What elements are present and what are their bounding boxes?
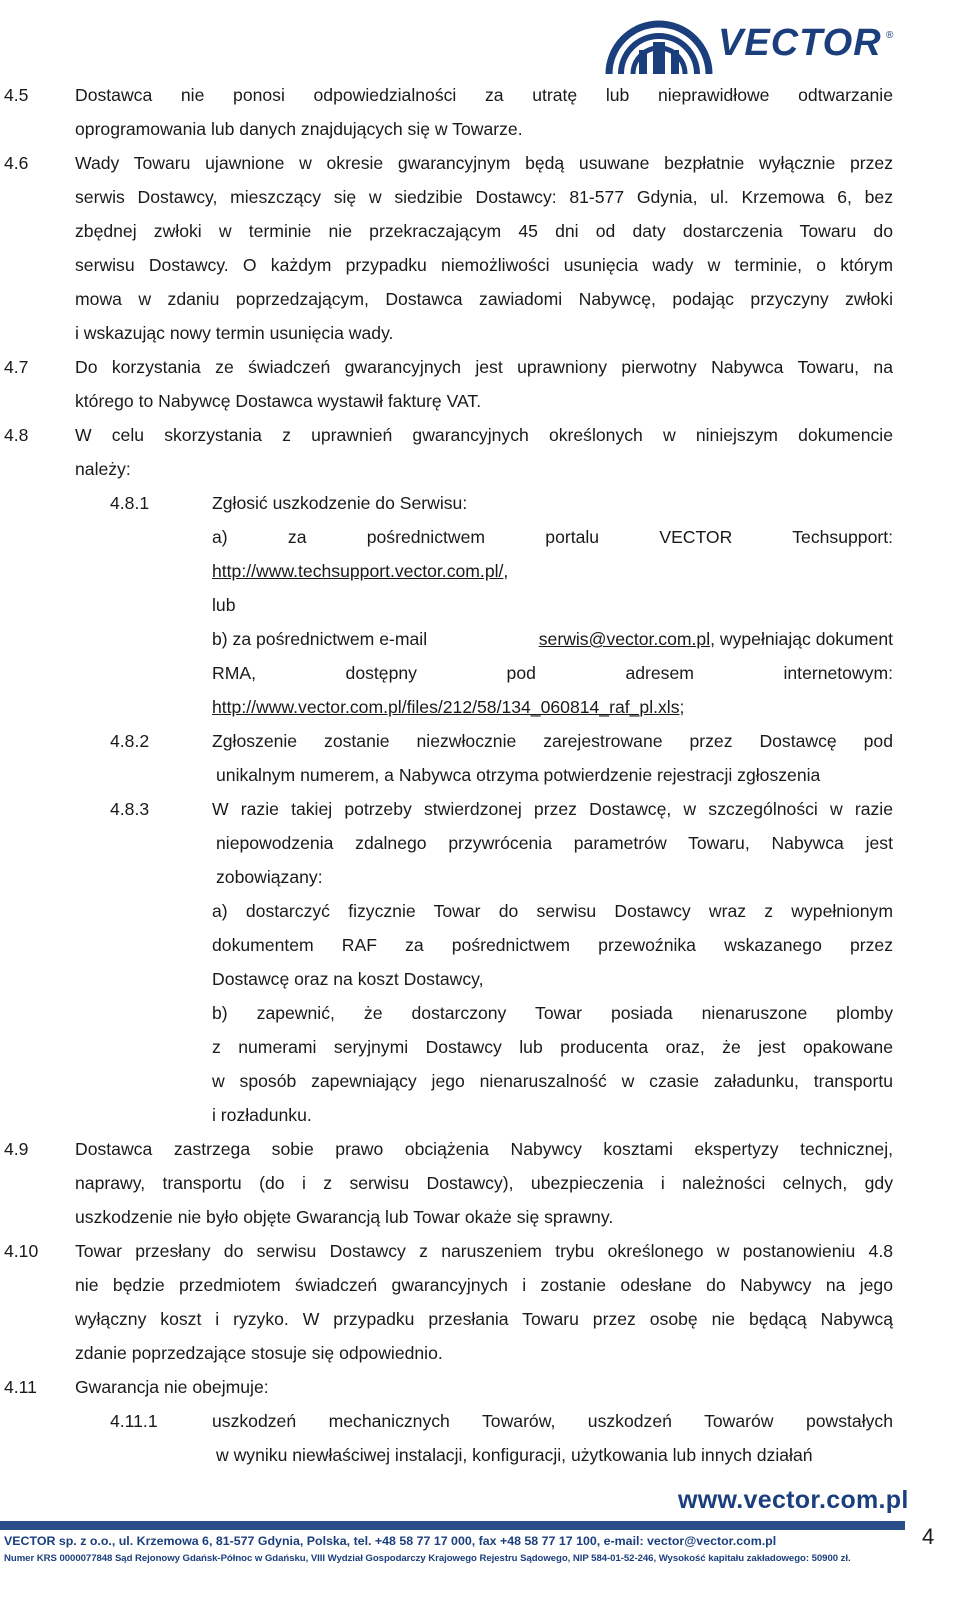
email-link[interactable]: serwis@vector.com.pl [538,629,711,649]
section-number: 4.7 [4,357,29,377]
section-number: 4.11 [4,1377,37,1397]
subsection-number: 4.8.3 [110,799,150,819]
paragraph-line: oprogramowania lub danych znajdujących się w Towarze. [75,119,523,139]
paragraph-line: a) dostarczyć fizycznie Towar do serwisu Dostawcy wraz z wypełnionym [212,901,893,921]
techsupport-link[interactable]: http://www.techsupport.vector.com.pl/ [212,561,504,581]
paragraph-line: Zgłoszenie zostanie niezwłocznie zarejestrowane przez Dostawcę pod [212,731,893,751]
paragraph-line: mowa w zdaniu poprzedzającym, Dostawca zawiadomi Nabywcę, podając przyczyny zwłoki [75,289,893,309]
paragraph-line: Dostawca zastrzega sobie prawo obciążenia Nabywcy kosztami ekspertyzy technicznej, [75,1139,893,1159]
logo-registered-mark: ® [886,30,894,41]
paragraph-line: w sposób zapewniający jego nienaruszalność w czasie załadunku, transportu [212,1071,893,1091]
section-number: 4.5 [4,85,29,105]
paragraph-line: którego to Nabywcę Dostawca wystawił fakturę VAT. [75,391,482,411]
paragraph-line: zbędnej zwłoki w terminie nie przekraczającym 45 dni od daty dostarczenia Towaru do [75,221,893,241]
paragraph-line: i rozładunku. [212,1105,312,1125]
section-number: 4.10 [4,1241,39,1261]
subsection-number: 4.11.1 [110,1411,158,1431]
paragraph-line: i wskazując nowy termin usunięcia wady. [75,323,394,343]
footer-divider [0,1521,905,1530]
paragraph-line: serwis Dostawcy, mieszczący się w siedzibie Dostawcy: 81-577 Gdynia, ul. Krzemowa 6, bez [75,187,893,207]
subsection-number: 4.8.2 [110,731,150,751]
section-number: 4.6 [4,153,29,173]
paragraph-line: Wady Towaru ujawnione w okresie gwarancyjnym będą usuwane bezpłatnie wyłącznie przez [75,153,893,173]
paragraph-line: Gwarancja nie obejmuje: [75,1377,269,1397]
paragraph-line: lub [212,595,236,615]
text-span: , wypełniając dokument [710,629,893,649]
logo-wordmark: VECTOR [718,22,882,64]
paragraph-line: Towar przesłany do serwisu Dostawcy z naruszeniem trybu określonego w postanowieniu 4.8 [75,1241,893,1261]
paragraph-line: naprawy, transportu (do i z serwisu Dostawcy), ubezpieczenia i należności celnych, gdy [75,1173,893,1193]
section-number: 4.9 [4,1139,29,1159]
paragraph-line: w wyniku niewłaściwej instalacji, konfiguracji, użytkowania lub innych działań [216,1445,813,1465]
subsection-number: 4.8.1 [110,493,150,513]
logo-emblem-icon [603,4,715,76]
paragraph-line: RMA, dostępny pod adresem internetowym: [212,663,893,683]
paragraph-line: uszkodzenie nie było objęte Gwarancją lub Towar okaże się sprawny. [75,1207,614,1227]
text-span: b) za pośrednictwem e-mail [212,629,428,649]
paragraph-line: uszkodzeń mechanicznych Towarów, uszkodzeń Towarów powstałych [212,1411,893,1431]
paragraph-line: a) za pośrednictwem portalu VECTOR Techsupport: [212,527,893,547]
paragraph-line: W razie takiej potrzeby stwierdzonej przez Dostawcę, w szczególności w razie [212,799,893,819]
paragraph-line [212,560,508,582]
punctuation: , [503,561,509,581]
footer-website-link[interactable]: www.vector.com.pl [678,1486,909,1514]
paragraph-line: niepowodzenia zdalnego przywrócenia parametrów Towaru, Nabywca jest [216,833,893,853]
paragraph-line: serwisu Dostawcy. O każdym przypadku niemożliwości usunięcia wady w terminie, o którym [75,255,893,275]
paragraph-line: unikalnym numerem, a Nabywca otrzyma potwierdzenie rejestracji zgłoszenia [216,765,821,785]
paragraph-line [212,628,893,650]
paragraph-line: b) zapewnić, że dostarczony Towar posiada nienaruszone plomby [212,1003,893,1023]
section-number: 4.8 [4,425,29,445]
paragraph-line [212,696,684,718]
paragraph-line: Dostawca nie ponosi odpowiedzialności za utratę lub nieprawidłowe odtwarzanie [75,85,893,105]
paragraph-line: Dostawcę oraz na koszt Dostawcy, [212,969,484,989]
paragraph-line: wyłączny koszt i ryzyko. W przypadku przesłania Towaru przez osobę nie będącą Nabywcą [75,1309,893,1329]
page-number: 4 [922,1524,935,1549]
paragraph-line: W celu skorzystania z uprawnień gwarancyjnych określonych w niniejszym dokumencie [75,425,893,445]
paragraph-line: zobowiązany: [216,867,323,887]
paragraph-line: Do korzystania ze świadczeń gwarancyjnych jest uprawniony pierwotny Nabywca Towaru, na [75,357,893,377]
paragraph-line: zdanie poprzedzające stosuje się odpowiednio. [75,1343,443,1363]
paragraph-line: z numerami seryjnymi Dostawcy lub producenta oraz, że jest opakowane [212,1037,893,1057]
punctuation: ; [679,697,685,717]
footer-company-address: VECTOR sp. z o.o., ul. Krzemowa 6, 81-577 Gdynia, Polska, tel. +48 58 77 17 000, fax +48 58 77 17 100, e-mail: vector@vector.com.pl [4,1534,777,1548]
footer-registration-info: Numer KRS 0000077848 Sąd Rejonowy Gdańsk-Północ w Gdańsku, VIII Wydział Gospodarczy Krajowego Rejestru Sądowego, NIP 584-01-52-246, Wysokość kapitału zakładowego: 50900 zł. [4,1553,851,1564]
paragraph-line: Zgłosić uszkodzenie do Serwisu: [212,493,468,513]
text-span [427,628,893,650]
paragraph-line: należy: [75,459,131,479]
raf-file-link[interactable]: http://www.vector.com.pl/files/212/58/134_060814_raf_pl.xls [212,697,680,717]
paragraph-line: dokumentem RAF za pośrednictwem przewoźnika wskazanego przez [212,935,893,955]
paragraph-line: nie będzie przedmiotem świadczeń gwarancyjnych i zostanie odesłane do Nabywcy na jego [75,1275,893,1295]
